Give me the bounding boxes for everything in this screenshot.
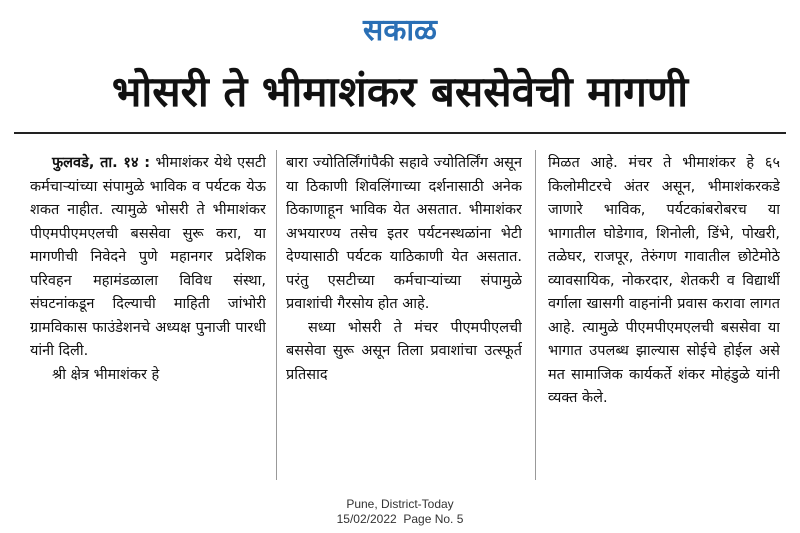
publication-footer [0, 497, 800, 527]
article-paragraph: श्री क्षेत्र भीमाशंकर हे [52, 366, 160, 383]
article-headline: भोसरी ते भीमाशंकर बससेवेची मागणी [111, 67, 689, 116]
column-divider [535, 150, 536, 480]
article-column-2 [286, 152, 522, 488]
article-dateline: फुलवडे, ता. १४ : [52, 155, 151, 171]
article-text: भीमाशंकर येथे एसटी कर्मचाऱ्यांच्या संपामुळे भाविक व पर्यटक येऊ शकत नाहीत. त्यामुळे भोसरी ते भीमाशंकर पीएमपीएमएलची बससेवा सुरू करा, या मागणीची निवेदने पुणे महानगर प्रदेशिक परिवहन महामंडळाला विविध संस्था, संघटनांकडून दिल्याची माहिती जांभोरी ग्रामविकास फाउंडेशनचे अध्यक्ष पुनाजी पारधी यांनी दिली. [30, 155, 266, 359]
article-column-3 [548, 152, 780, 488]
footer-edition: Pune, District-Today [346, 497, 454, 511]
article-paragraph: बारा ज्योतिर्लिंगांपैकी सहावे ज्योतिर्लिंग असून या ठिकाणी शिवलिंगाच्या दर्शनासाठी अनेक ठिकाणाहून भाविक येत असतात. भीमाशंकर अभयारण्य तसेच इतर पर्यटनस्थळांना भेटी देण्यासाठी पर्यटक याठिकाणी येत असतात. परंतु एसटीच्या कर्मचाऱ्यांच्या संपामुळे प्रवाशांची गैरसोय होत आहे. [286, 155, 522, 312]
footer-date-page: 15/02/2022 Page No. 5 [336, 512, 464, 526]
article-paragraph: सध्या भोसरी ते मंचर पीएमपीएलची बससेवा सुरू असून तिला प्रवाशांचा उत्स्फूर्त प्रतिसाद [286, 319, 522, 383]
article-column-1 [30, 152, 266, 488]
newspaper-masthead: सकाळ [363, 13, 437, 48]
headline-divider [14, 132, 786, 134]
article-paragraph [30, 152, 266, 364]
article-paragraph: मिळत आहे. मंचर ते भीमाशंकर हे ६५ किलोमीटरचे अंतर असून, भीमाशंकरकडे जाणारे भाविक, पर्यटकांबरोबरच या भागातील घोडेगाव, शिनोली, डिंभे, पोखरी, तळेघर, राजपूर, तेरुंगण गावातील छोटेमोठे व्यावसायिक, नोकरदार, शेतकरी व विद्यार्थी वर्गाला खासगी वाहनांनी प्रवास करावा लागत आहे. त्यामुळे पीएमपीएमएलची बससेवा या भागात उपलब्ध झाल्यास सोईचे होईल असे मत सामाजिक कार्यकर्ते शंकर मोहंडुळे यांनी व्यक्त केले. [548, 155, 780, 406]
column-divider [276, 150, 277, 480]
